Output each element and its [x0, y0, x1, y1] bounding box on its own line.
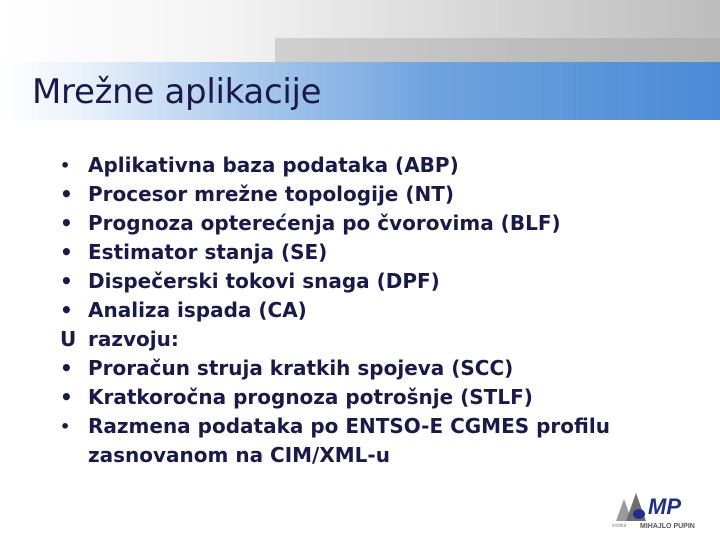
header-gray-band [275, 38, 720, 62]
bullet-icon: • [60, 417, 71, 436]
list-item [60, 180, 700, 209]
list-item [60, 267, 700, 296]
list-item-text: Procesor mrežne topologije (NT) [88, 182, 454, 206]
logo-name-text: MIHAJLO PUPIN [640, 523, 695, 530]
bullet-list [60, 151, 700, 470]
list-item [60, 151, 700, 180]
bullet-icon: • [60, 240, 73, 264]
list-item [60, 209, 700, 238]
slide-title: Mrežne aplikacije [32, 72, 322, 112]
list-item-text: Razmena podataka po ENTSO-E CGMES profilu [88, 414, 610, 438]
bullet-icon: • [60, 269, 73, 293]
logo-small-text: institut [612, 523, 627, 529]
list-item [60, 325, 700, 354]
list-item-prefix: U [60, 327, 77, 351]
bullet-icon: • [60, 356, 73, 380]
list-item [60, 296, 700, 325]
list-item [60, 354, 700, 383]
list-item-text: razvoju: [88, 327, 179, 351]
bullet-icon: • [60, 211, 73, 235]
list-item-text: Proračun struja kratkih spojeva (SCC) [88, 356, 514, 380]
list-item [60, 383, 700, 412]
list-item-text: Estimator stanja (SE) [88, 240, 328, 264]
bullet-icon: • [60, 182, 73, 206]
list-item-text: Aplikativna baza podataka (ABP) [88, 153, 459, 177]
list-item-text: Kratkoročna prognoza potrošnje (STLF) [88, 385, 533, 409]
list-item-text: Prognoza opterećenja po čvorovima (BLF) [88, 211, 561, 235]
list-item [60, 412, 700, 470]
bullet-icon: • [60, 385, 73, 409]
logo-dot [633, 509, 645, 519]
bullet-icon: • [60, 298, 73, 322]
bullet-icon: • [60, 156, 71, 175]
list-item [60, 238, 700, 267]
logo-brand-text: MP [648, 494, 681, 519]
list-item-text: Dispečerski tokovi snaga (DPF) [88, 269, 440, 293]
mihajlo-pupin-logo [610, 487, 710, 531]
list-item-text-continuation: zasnovanom na CIM/XML-u [88, 443, 390, 467]
list-item-text-multiline [88, 412, 610, 470]
list-item-text: Analiza ispada (CA) [88, 298, 307, 322]
